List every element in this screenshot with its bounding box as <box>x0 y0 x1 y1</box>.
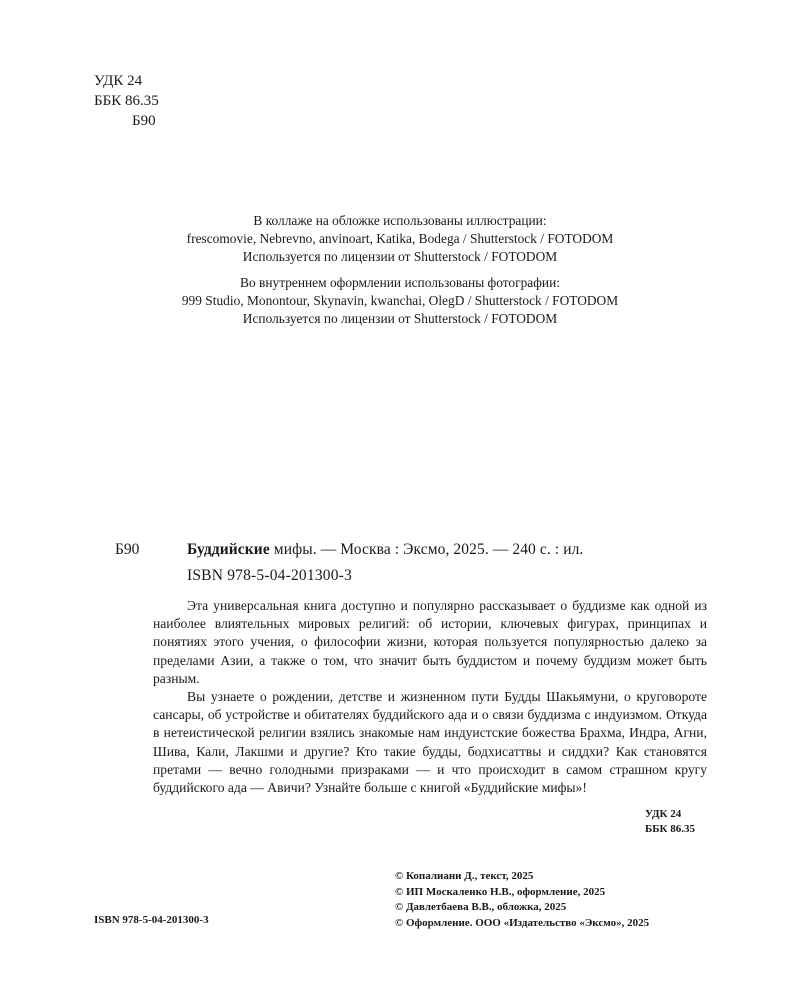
cover-credits-heading: В коллаже на обложке использованы иллюстрации: <box>253 213 547 228</box>
interior-credits-heading: Во внутреннем оформлении использованы фотографии: <box>240 275 560 290</box>
annotation-paragraph-2: Вы узнаете о рождении, детстве и жизненном пути Будды Шакьямуни, о круговороте сансары, об устройстве и обитателях буддийского ада и о связи буддизма с индуизмом. Откуда в нетеистической религии взялись знакомые нам индуистские божества Брахма, Индра, Агни, Шива, Кали, Лакшми и другие? Кто такие будды, бодхисаттвы и сиддхи? Как становятся претами — вечно голодными призраками — и что происходит в самом страшном кругу буддийского ада — Авичи? Узнайте больше с книгой «Буддийские мифы»! <box>153 689 707 796</box>
cover-credits-authors: frescomovie, Nebrevno, anvinoart, Katika, Bodega / Shutterstock / FOTODOM <box>186 231 614 246</box>
copyright-cover: © Давлетбаева В.В., обложка, 2025 <box>395 901 567 913</box>
cover-credits-license: Используется по лицензии от Shutterstock / FOTODOM <box>242 249 558 264</box>
copyright-design: © ИП Москаленко Н.В., оформление, 2025 <box>395 885 606 898</box>
bbk-code-bottom: ББК 86.35 <box>645 823 696 835</box>
bbk-code: ББК 86.35 <box>94 93 159 109</box>
udk-code: УДК 24 <box>94 73 143 89</box>
classification-top <box>94 71 159 131</box>
entry-title-bold: Буддийские <box>187 541 270 558</box>
copyright-block <box>395 869 649 931</box>
classification-bottom <box>645 807 695 837</box>
annotation <box>153 597 707 797</box>
entry-code: Б90 <box>115 541 140 558</box>
cover-credits <box>0 212 800 266</box>
entry-title <box>187 541 583 559</box>
isbn-bottom: ISBN 978-5-04-201300-3 <box>94 914 209 926</box>
annotation-paragraph-1: Эта универсальная книга доступно и популярно рассказывает о буддизме как одной из наиболее влиятельных мировых религий: об истории, ключевых фигурах, принципах и понятиях этого учения, о философии жизни, которая пользуется популярностью далеко за пределами Азии, а также о том, что значит быть буддистом и почему буддизм может быть разным. <box>153 598 707 686</box>
entry-title-rest: мифы. — Москва : Эксмо, 2025. — 240 с. : ил. <box>269 541 584 558</box>
udk-code-bottom: УДК 24 <box>645 808 682 820</box>
copyright-text: © Копалиани Д., текст, 2025 <box>395 870 534 882</box>
entry-isbn: ISBN 978-5-04-201300-3 <box>187 567 352 584</box>
interior-credits-license: Используется по лицензии от Shutterstock / FOTODOM <box>242 311 558 326</box>
copyright-publisher: © Оформление. ООО «Издательство «Эксмо», 2025 <box>395 916 650 929</box>
interior-credits <box>0 274 800 328</box>
author-mark: Б90 <box>132 113 156 129</box>
interior-credits-authors: 999 Studio, Monontour, Skynavin, kwanchai, OlegD / Shutterstock / FOTODOM <box>181 293 619 308</box>
